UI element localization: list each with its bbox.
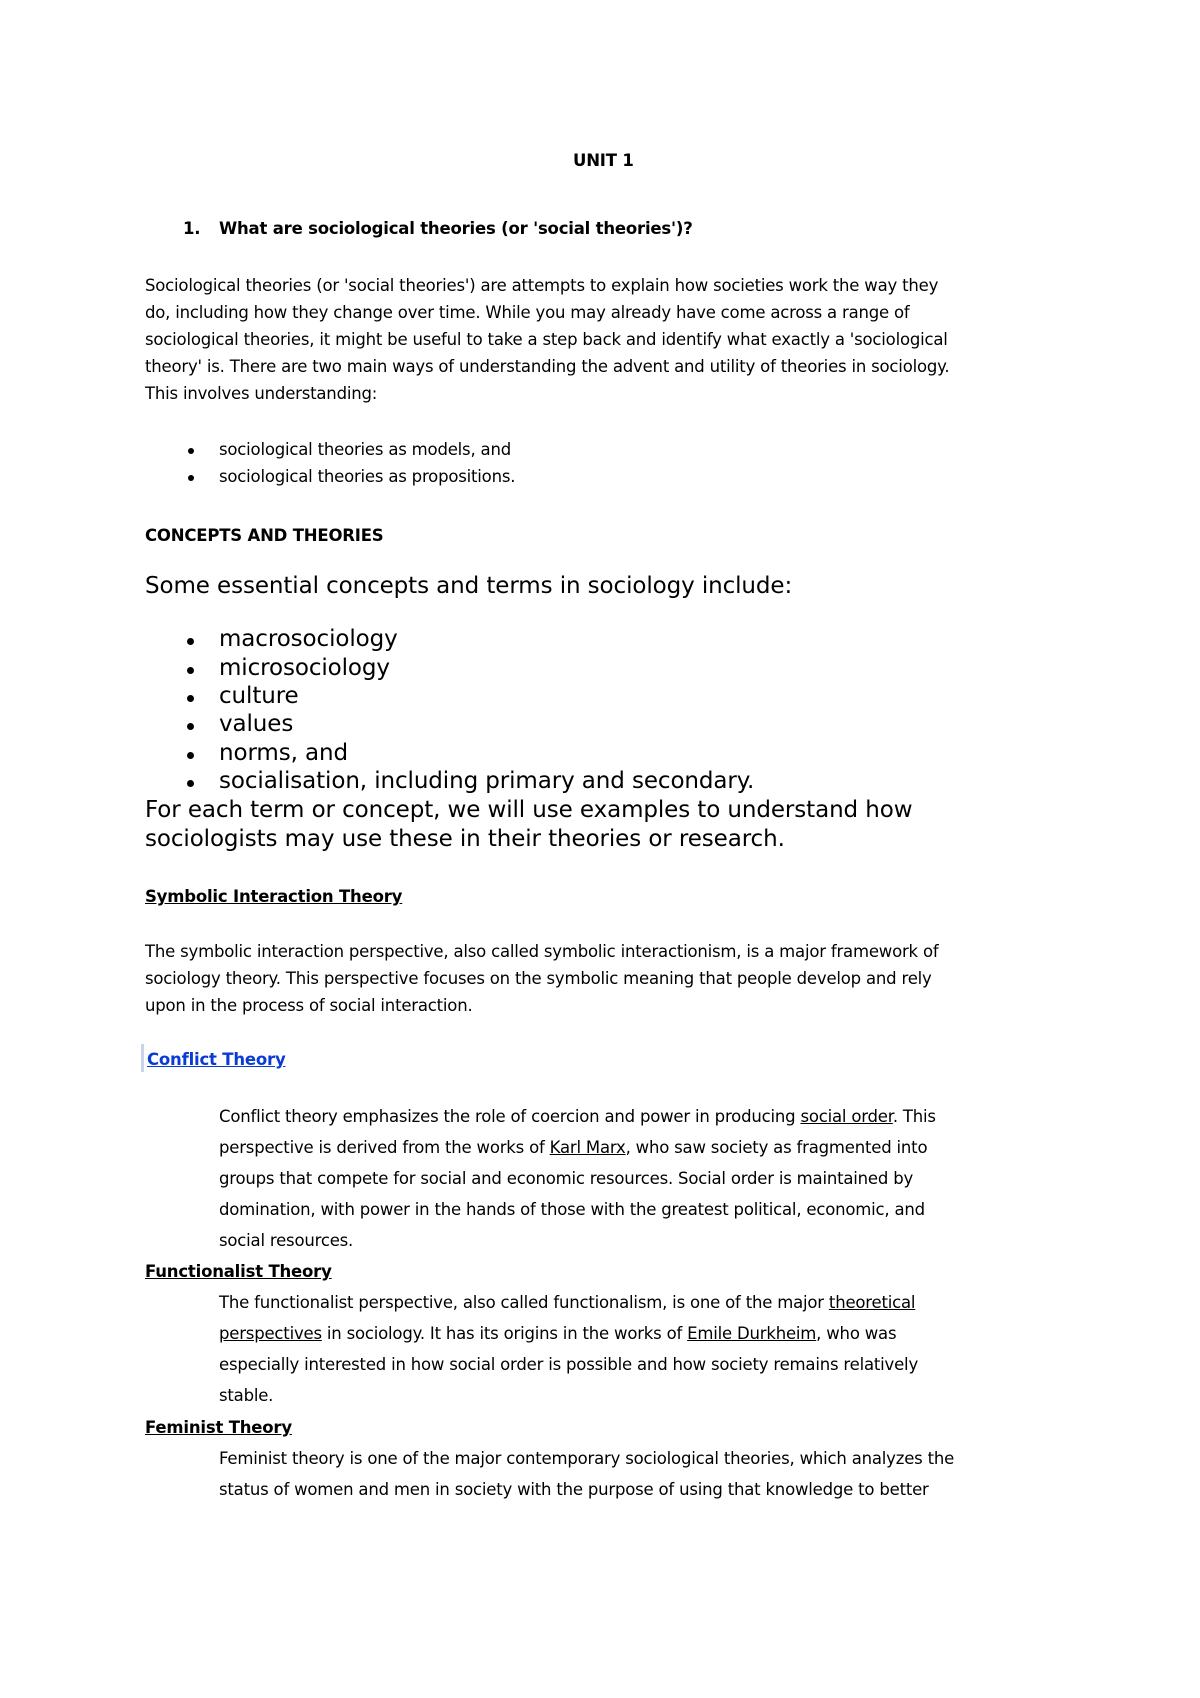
concept-item-6: socialisation, including primary and secondary. (219, 768, 755, 794)
functionalist-line-4: stable. (219, 1386, 274, 1405)
intro-line-3: sociological theories, it might be useful to take a step back and identify what exactly a 'sociological (145, 330, 948, 349)
concepts-heading: CONCEPTS AND THEORIES (145, 526, 384, 545)
unit-title: UNIT 1 (573, 151, 634, 170)
concept-item-5: norms, and (219, 740, 348, 766)
symbolic-line-3: upon in the process of social interaction. (145, 996, 473, 1015)
bullet-icon (187, 667, 194, 674)
theoretical-perspectives-link-cont[interactable]: perspectives (219, 1324, 322, 1343)
functionalist-line-1-text: The functionalist perspective, also called functionalism, is one of the major (219, 1293, 829, 1312)
karl-marx-link[interactable]: Karl Marx (549, 1138, 626, 1157)
conflict-line-1-end: . This (892, 1107, 936, 1126)
functionalist-line-2-end: , who was (816, 1324, 897, 1343)
intro-line-5: This involves understanding: (145, 384, 378, 403)
social-order-link[interactable]: social order (800, 1107, 893, 1126)
concept-item-2: microsociology (219, 655, 390, 681)
functionalist-line-3: especially interested in how social order is possible and how society remains relatively (219, 1355, 919, 1374)
conflict-line-2-end: , who saw society as fragmented into (625, 1138, 928, 1157)
concepts-outro-line-1: For each term or concept, we will use examples to understand how (145, 797, 913, 823)
conflict-line-1 (219, 1107, 936, 1126)
concept-item-1: macrosociology (219, 626, 398, 652)
question-title: What are sociological theories (or 'social theories')? (219, 219, 693, 238)
selection-marker (141, 1044, 144, 1072)
symbolic-line-2: sociology theory. This perspective focuses on the symbolic meaning that people develop and rely (145, 969, 932, 988)
symbolic-line-1: The symbolic interaction perspective, also called symbolic interactionism, is a major framework of (145, 942, 939, 961)
bullet-icon (187, 723, 194, 730)
intro-line-1: Sociological theories (or 'social theories') are attempts to explain how societies work the way they (145, 276, 939, 295)
bullet-icon (187, 752, 194, 759)
functionalist-line-2 (219, 1324, 896, 1343)
question-number: 1. (183, 219, 201, 238)
understanding-item-2: sociological theories as propositions. (219, 467, 516, 486)
conflict-line-1-text: Conflict theory emphasizes the role of coercion and power in producing (219, 1107, 801, 1126)
functionalist-line-1 (219, 1293, 915, 1312)
feminist-heading: Feminist Theory (145, 1418, 292, 1437)
theoretical-perspectives-link[interactable]: theoretical (828, 1293, 916, 1312)
intro-line-2: do, including how they change over time. While you may already have come across a range of (145, 303, 910, 322)
bullet-icon (188, 448, 194, 454)
conflict-line-2 (219, 1138, 927, 1157)
concept-item-3: culture (219, 683, 299, 709)
concept-item-4: values (219, 711, 294, 737)
feminist-line-2: status of women and men in society with the purpose of using that knowledge to better (219, 1480, 929, 1499)
symbolic-heading: Symbolic Interaction Theory (145, 887, 403, 906)
functionalist-line-2-text: in sociology. It has its origins in the works of (321, 1324, 688, 1343)
understanding-item-1: sociological theories as models, and (219, 440, 511, 459)
conflict-heading-link[interactable]: Conflict Theory (147, 1050, 286, 1069)
bullet-icon (187, 695, 194, 702)
bullet-icon (188, 475, 194, 481)
emile-durkheim-link[interactable]: Emile Durkheim (687, 1324, 817, 1343)
conflict-line-4: domination, with power in the hands of those with the greatest political, economic, and (219, 1200, 925, 1219)
conflict-line-3: groups that compete for social and economic resources. Social order is maintained by (219, 1169, 914, 1188)
bullet-icon (187, 780, 194, 787)
conflict-line-2-text: perspective is derived from the works of (219, 1138, 550, 1157)
concepts-intro: Some essential concepts and terms in sociology include: (145, 573, 793, 599)
bullet-icon (187, 638, 194, 645)
concepts-outro-line-2: sociologists may use these in their theories or research. (145, 826, 785, 852)
functionalist-heading: Functionalist Theory (145, 1262, 332, 1281)
conflict-line-5: social resources. (219, 1231, 354, 1250)
intro-line-4: theory' is. There are two main ways of understanding the advent and utility of theories in sociology. (145, 357, 950, 376)
feminist-line-1: Feminist theory is one of the major contemporary sociological theories, which analyzes the (219, 1449, 955, 1468)
